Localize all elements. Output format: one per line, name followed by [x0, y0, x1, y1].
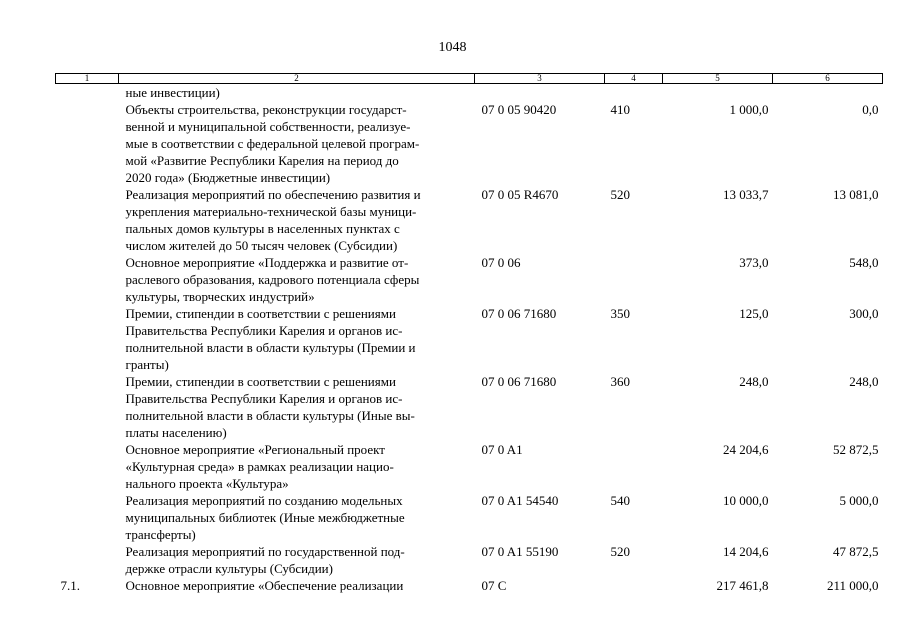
expense-type: 540 [610, 493, 630, 508]
table-row [56, 84, 883, 102]
expense-type [605, 441, 663, 492]
item-name: Премии, стипендии в соответствии с решениями Правительства Республики Карелия и органов ис- полнительной власти в области культуры (Премии и гранты) [125, 306, 416, 372]
target-code: 07 0 A1 55190 [481, 544, 559, 559]
amount-year-1: 125,0 [739, 306, 769, 321]
amount-year-1: 373,0 [739, 255, 769, 270]
row-number [56, 305, 119, 373]
table-row [56, 186, 883, 254]
expense-type [605, 254, 663, 305]
table-row [56, 254, 883, 305]
target-code: 07 C [481, 578, 507, 593]
amount-year-2: 52 872,5 [833, 442, 879, 457]
row-number [56, 441, 119, 492]
amount-year-2: 300,0 [849, 306, 879, 321]
expense-type: 410 [610, 102, 630, 117]
item-name: ные инвестиции) [125, 85, 220, 100]
row-number [56, 492, 119, 543]
table-row [56, 492, 883, 543]
expense-type [605, 577, 663, 594]
item-name: Объекты строительства, реконструкции государст- венной и муниципальной собственности, реализуе- мые в соответствии с федеральной целевой програм- мой «Развитие Республики Карелия на период до 2020 года» (Бюджетные инвестиции) [125, 102, 420, 185]
expense-type: 520 [610, 544, 630, 559]
target-code: 07 0 06 71680 [481, 374, 557, 389]
column-header-4: 4 [605, 74, 663, 84]
target-code: 07 0 05 R4670 [481, 187, 559, 202]
item-name: Премии, стипендии в соответствии с решениями Правительства Республики Карелия и органов ис- полнительной власти в области культуры (Иные вы- платы населению) [125, 374, 415, 440]
target-code: 07 0 A1 54540 [481, 493, 559, 508]
header-row [56, 74, 883, 84]
target-code [475, 84, 605, 102]
amount-year-2: 13 081,0 [833, 187, 879, 202]
page-number: 1048 [438, 40, 467, 55]
amount-year-1: 13 033,7 [723, 187, 769, 202]
amount-year-1: 217 461,8 [716, 578, 769, 593]
column-header-1: 1 [56, 74, 119, 84]
amount-year-1: 248,0 [739, 374, 769, 389]
amount-year-1: 24 204,6 [723, 442, 769, 457]
amount-year-1: 14 204,6 [723, 544, 769, 559]
budget-table [55, 73, 883, 594]
expense-type: 520 [610, 187, 630, 202]
row-number [56, 186, 119, 254]
table-header [56, 74, 883, 84]
table-row [56, 101, 883, 186]
table-row [56, 373, 883, 441]
amount-year-1 [663, 84, 773, 102]
column-header-3: 3 [475, 74, 605, 84]
expense-type: 360 [610, 374, 630, 389]
amount-year-2: 211 000,0 [826, 578, 879, 593]
row-number [56, 101, 119, 186]
column-header-5: 5 [663, 74, 773, 84]
column-header-6: 6 [773, 74, 883, 84]
item-name: Основное мероприятие «Региональный проект «Культурная среда» в рамках реализации нацио- нального проекта «Культура» [125, 442, 394, 491]
row-number [56, 84, 119, 102]
expense-type: 350 [610, 306, 630, 321]
target-code: 07 0 06 [481, 255, 521, 270]
table-body [56, 84, 883, 595]
row-number [56, 543, 119, 577]
amount-year-2: 0,0 [862, 102, 879, 117]
amount-year-1: 1 000,0 [729, 102, 769, 117]
row-number [56, 254, 119, 305]
item-name: Реализация мероприятий по созданию модельных муниципальных библиотек (Иные межбюджетные трансферты) [125, 493, 405, 542]
target-code: 07 0 05 90420 [481, 102, 557, 117]
table-row [56, 577, 883, 594]
expense-type [605, 84, 663, 102]
amount-year-2: 5 000,0 [839, 493, 879, 508]
amount-year-2 [773, 84, 883, 102]
table-row [56, 305, 883, 373]
table-row [56, 543, 883, 577]
amount-year-2: 248,0 [849, 374, 879, 389]
amount-year-1: 10 000,0 [723, 493, 769, 508]
item-name: Реализация мероприятий по государственной под- держке отрасли культуры (Субсидии) [125, 544, 405, 576]
item-name: Основное мероприятие «Поддержка и развитие от- раслевого образования, кадрового потенциала сферы культуры, творческих индустрий» [125, 255, 420, 304]
amount-year-2: 548,0 [849, 255, 879, 270]
item-name: Реализация мероприятий по обеспечению развития и укрепления материально-технической базы муници- пальных домов культуры в населенных пунктах с числом жителей до 50 тысяч человек (Субсидии) [125, 187, 421, 253]
column-header-2: 2 [119, 74, 475, 84]
amount-year-2: 47 872,5 [833, 544, 879, 559]
table-row [56, 441, 883, 492]
target-code: 07 0 06 71680 [481, 306, 557, 321]
row-number: 7.1. [60, 578, 80, 593]
item-name: Основное мероприятие «Обеспечение реализации [125, 578, 404, 593]
target-code: 07 0 A1 [481, 442, 523, 457]
row-number [56, 373, 119, 441]
